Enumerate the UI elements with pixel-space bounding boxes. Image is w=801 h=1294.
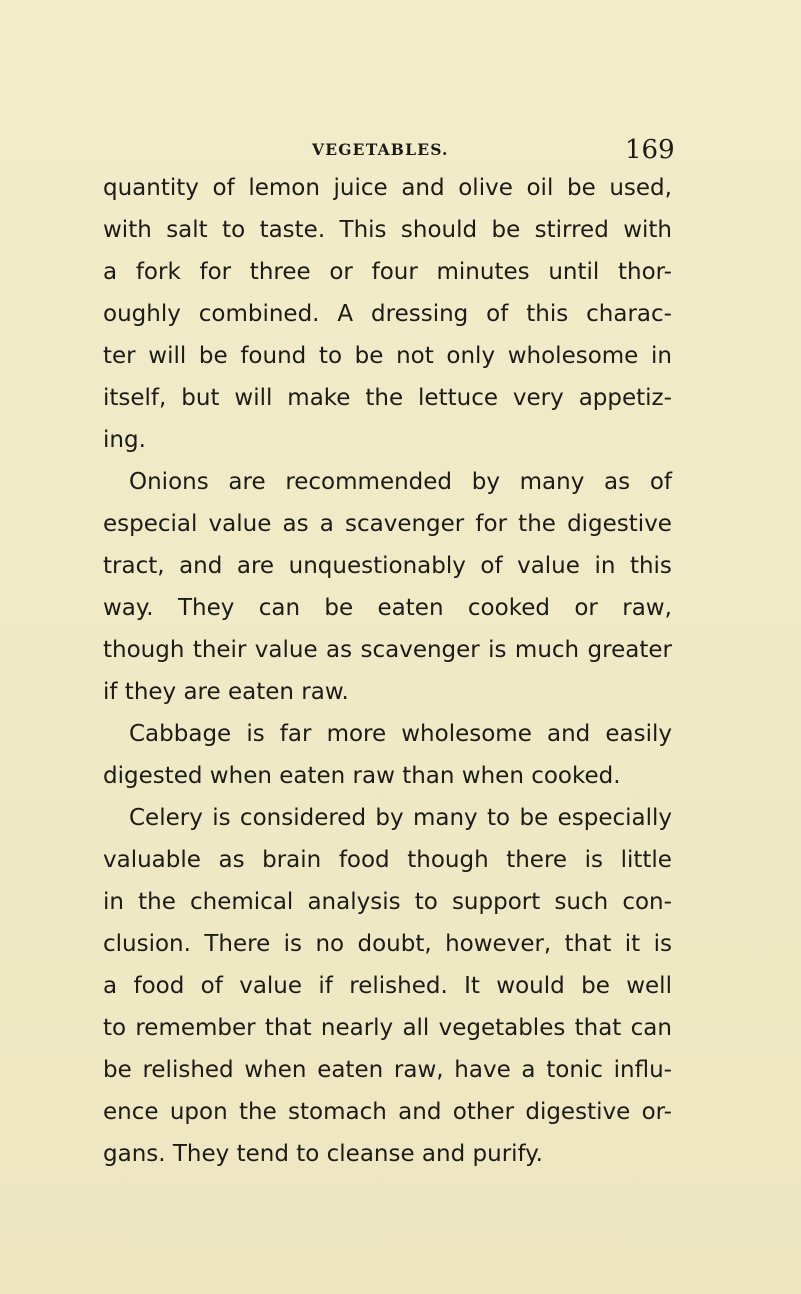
text-line [103, 546, 672, 586]
word: four [371, 259, 418, 285]
text-line: ing. [103, 427, 146, 453]
word: the [518, 511, 556, 537]
word: all [402, 1015, 430, 1041]
text-line [103, 378, 672, 418]
word: scavenger [344, 511, 465, 537]
word: recommended [285, 469, 453, 495]
word: in [594, 553, 616, 579]
text-line: digested when eaten raw than when cooked. [103, 763, 621, 789]
word: is [246, 721, 265, 747]
word: It [464, 973, 480, 999]
word: charac- [586, 301, 672, 327]
word: Onions [129, 469, 209, 495]
word: Cabbage [129, 721, 232, 747]
word: much [514, 637, 580, 663]
text-line: if they are eaten raw. [103, 679, 349, 705]
text-line: gans. They tend to cleanse and purify. [103, 1141, 543, 1167]
word: or [329, 259, 353, 285]
word: the [238, 1099, 277, 1125]
text-line [103, 336, 672, 376]
word: ter [103, 343, 136, 369]
word: but [181, 385, 220, 411]
word: not [396, 343, 434, 369]
word: though [103, 637, 185, 663]
text-line [103, 840, 672, 880]
word: is [488, 637, 507, 663]
word: A [337, 301, 354, 327]
word: the [365, 385, 404, 411]
word: a [319, 511, 334, 537]
text-line [103, 1050, 672, 1090]
word: digestive [567, 511, 672, 537]
word: with [103, 217, 152, 243]
word: eaten [377, 595, 444, 621]
word: would [496, 973, 565, 999]
word: or [574, 595, 598, 621]
word: appetiz- [578, 385, 672, 411]
word: there [506, 847, 568, 873]
word: upon [169, 1099, 228, 1125]
word: of [486, 301, 509, 327]
word: be [519, 805, 549, 831]
word: of [200, 973, 223, 999]
word: support [451, 889, 541, 915]
word: lemon [248, 175, 320, 201]
word: digestive [525, 1099, 631, 1125]
word: food [133, 973, 185, 999]
word: and [179, 553, 223, 579]
text-line [103, 504, 672, 544]
word: oughly [103, 301, 181, 327]
word: juice [333, 175, 388, 201]
word: They [177, 595, 235, 621]
word: considered [239, 805, 367, 831]
word: or- [641, 1099, 672, 1125]
word: lettuce [418, 385, 498, 411]
word: this [629, 553, 672, 579]
word: well [626, 973, 672, 999]
word: doubt, [357, 931, 432, 957]
word: when [244, 1057, 307, 1083]
word: stirred [534, 217, 609, 243]
word: valuable [103, 847, 201, 873]
word: is [212, 805, 231, 831]
text-line [103, 1008, 672, 1048]
word: relished. [349, 973, 448, 999]
word: more [326, 721, 387, 747]
word: be [491, 217, 521, 243]
word: combined. [198, 301, 320, 327]
word: fork [135, 259, 181, 285]
word: in [651, 343, 672, 369]
word: ence [103, 1099, 159, 1125]
text-line [103, 1092, 672, 1132]
word: raw, [393, 1057, 444, 1083]
word: unquestionably [288, 553, 466, 579]
word: only [446, 343, 496, 369]
word: itself, [103, 385, 167, 411]
word: and [546, 721, 591, 747]
word: easily [605, 721, 672, 747]
word: clusion. [103, 931, 191, 957]
word: should [400, 217, 478, 243]
word: Celery [129, 805, 203, 831]
word: way. [103, 595, 154, 621]
word: their [192, 637, 247, 663]
word: of [212, 175, 235, 201]
word: little [620, 847, 672, 873]
word: con- [622, 889, 672, 915]
word: dressing [371, 301, 469, 327]
word: such [554, 889, 609, 915]
word: it [624, 931, 641, 957]
word: that [564, 931, 612, 957]
running-head: VEGETABLES. [312, 140, 449, 159]
word: brain [262, 847, 322, 873]
word: nearly [320, 1015, 394, 1041]
word: can [630, 1015, 672, 1041]
word: analysis [307, 889, 401, 915]
word: especial [103, 511, 198, 537]
word: be [354, 343, 384, 369]
word: a [521, 1057, 536, 1083]
word: to [318, 343, 343, 369]
word: can [258, 595, 301, 621]
word: value [254, 637, 318, 663]
word: taste. [259, 217, 326, 243]
word: is [653, 931, 672, 957]
word: food [338, 847, 390, 873]
word: wholesome [401, 721, 532, 747]
text-line [103, 168, 672, 208]
word: are [228, 469, 266, 495]
word: that [264, 1015, 312, 1041]
word: salt [166, 217, 208, 243]
word: wholesome [507, 343, 639, 369]
text-line [103, 294, 672, 334]
word: three [249, 259, 311, 285]
word: as [218, 847, 245, 873]
text-line [103, 966, 672, 1006]
paragraph-first-line [129, 798, 672, 838]
word: eaten [317, 1057, 384, 1083]
word: cooked [467, 595, 550, 621]
word: chemical [190, 889, 294, 915]
word: be [324, 595, 354, 621]
word: as [282, 511, 309, 537]
word: and [398, 1099, 442, 1125]
word: with [623, 217, 672, 243]
paragraph-first-line [129, 462, 672, 502]
word: if [318, 973, 333, 999]
word: are [236, 553, 275, 579]
word: to [487, 805, 511, 831]
text-line [103, 630, 672, 670]
word: very [512, 385, 564, 411]
word: tonic [546, 1057, 603, 1083]
word: stomach [288, 1099, 387, 1125]
word: will [234, 385, 273, 411]
word: value [517, 553, 580, 579]
paragraph-first-line [129, 714, 672, 754]
word: scavenger [360, 637, 480, 663]
word: make [287, 385, 351, 411]
word: to [222, 217, 246, 243]
word: be [566, 175, 596, 201]
text-line [103, 210, 672, 250]
word: remember [135, 1015, 256, 1041]
word: is [283, 931, 303, 957]
word: no [315, 931, 345, 957]
text-line [103, 924, 672, 964]
word: oil [526, 175, 554, 201]
word: is [584, 847, 603, 873]
word: especially [557, 805, 672, 831]
word: the [138, 889, 176, 915]
word: many [519, 469, 585, 495]
word: to [103, 1015, 127, 1041]
word: however, [445, 931, 552, 957]
word: minutes [436, 259, 530, 285]
text-line [103, 252, 672, 292]
word: that [574, 1015, 622, 1041]
word: as [326, 637, 353, 663]
word: though [407, 847, 489, 873]
word: of [480, 553, 503, 579]
word: raw, [622, 595, 672, 621]
word: There [204, 931, 271, 957]
word: a [103, 259, 118, 285]
word: have [454, 1057, 511, 1083]
word: until [548, 259, 600, 285]
text-line [103, 588, 672, 628]
word: found [240, 343, 307, 369]
word: far [279, 721, 312, 747]
word: be [198, 343, 228, 369]
word: a [103, 973, 118, 999]
text-line [103, 882, 672, 922]
word: used, [609, 175, 672, 201]
word: this [526, 301, 569, 327]
word: This [339, 217, 387, 243]
word: to [414, 889, 438, 915]
word: value [208, 511, 272, 537]
word: for [199, 259, 232, 285]
word: thor- [617, 259, 672, 285]
word: influ- [613, 1057, 672, 1083]
page-number: 169 [625, 135, 675, 165]
word: many [412, 805, 478, 831]
word: quantity [103, 175, 199, 201]
word: as [604, 469, 631, 495]
word: by [375, 805, 404, 831]
word: vegetables [438, 1015, 566, 1041]
word: of [649, 469, 672, 495]
word: by [471, 469, 500, 495]
word: value [239, 973, 303, 999]
word: be [103, 1057, 132, 1083]
word: in [103, 889, 124, 915]
word: will [148, 343, 187, 369]
word: be [581, 973, 610, 999]
word: greater [587, 637, 672, 663]
word: relished [142, 1057, 234, 1083]
word: tract, [103, 553, 165, 579]
word: olive [458, 175, 513, 201]
word: for [475, 511, 508, 537]
word: other [452, 1099, 515, 1125]
word: and [401, 175, 445, 201]
